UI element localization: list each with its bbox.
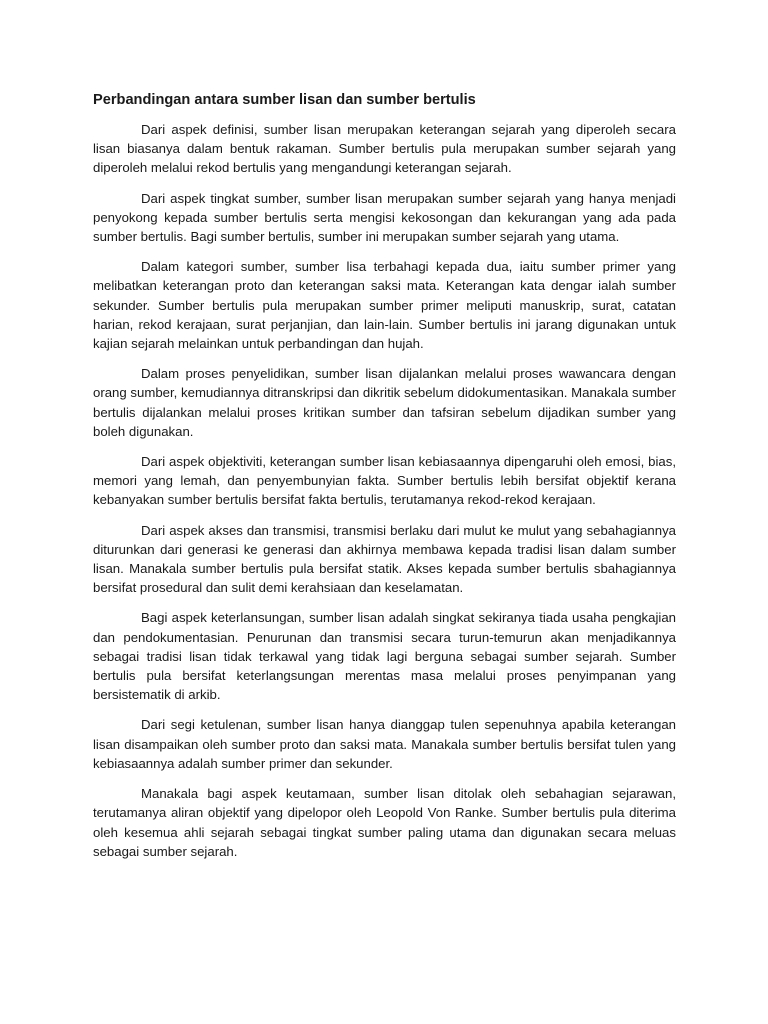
paragraph-ketulenan: Dari segi ketulenan, sumber lisan hanya dianggap tulen sepenuhnya apabila keterangan lisan disampaikan oleh sumber proto dan saksi mata. Manakala sumber bertulis bersifat tulen yang kebiasaannya adalah sumber primer dan sekunder. [93,717,676,771]
paragraph-akses-transmisi: Dari aspek akses dan transmisi, transmisi berlaku dari mulut ke mulut yang sebahagiannya diturunkan dari generasi ke generasi dan akhirnya membawa kepada tradisi lisan dalam sumber lisan. Manakala sumber bertulis pula bersifat statik. Akses kepada sumber bertulis sbahagiannya bersifat prosedural dan sulit demi kerahsiaan dan keselamatan. [93,522,676,596]
paragraph-keutamaan: Manakala bagi aspek keutamaan, sumber lisan ditolak oleh sebahagian sejarawan, terutamanya aliran objektif yang dipelopor oleh Leopold Von Ranke. Sumber bertulis pula diterima oleh kesemua ahli sejarah sebagai tingkat sumber paling utama dan digunakan secara meluas sebagai sumber sejarah. [93,786,676,859]
document-title: Perbandingan antara sumber lisan dan sumber bertulis [93,92,476,108]
paragraph-proses-penyelidikan: Dalam proses penyelidikan, sumber lisan dijalankan melalui proses wawancara dengan orang sumber, kemudiannya ditranskripsi dan dikritik sebelum didokumentasikan. Manakala sumber bertulis dijalankan melalui proses kritikan sumber dan tafsiran sebelum dijadikan sumber yang boleh digunakan. [93,366,676,439]
paragraph-tingkat-sumber: Dari aspek tingkat sumber, sumber lisan merupakan sumber sejarah yang hanya menjadi penyokong kepada sumber bertulis serta mengisi kekosongan dan kekurangan yang ada pada sumber bertulis. Bagi sumber bertulis, sumber ini merupakan sumber sejarah yang utama. [93,190,676,245]
paragraph-kategori-sumber: Dalam kategori sumber, sumber lisa terbahagi kepada dua, iaitu sumber primer yang melibatkan keterangan proto dan keterangan saksi mata. Keterangan kata dengar ialah sumber sekunder. Sumber bertulis pula merupakan sumber primer meliputi manuskrip, surat, catatan harian, rekod kerajaan, surat perjanjian, dan lain-lain. Sumber bertulis ini jarang digunakan untuk kajian sejarah melainkan untuk perbandingan dan hujah. [93,259,676,352]
document-page [93,90,676,872]
paragraph-objektiviti: Dari aspek objektiviti, keterangan sumber lisan kebiasaannya dipengaruhi oleh emosi, bias, memori yang lemah, dan penyembunyian fakta. Sumber bertulis lebih bersifat objektif kerana kebanyakan sumber bertulis bersifat fakta bertulis, terutamanya rekod-rekod kerajaan. [93,454,676,508]
paragraph-definisi: Dari aspek definisi, sumber lisan merupakan keterangan sejarah yang diperoleh secara lisan biasanya dalam bentuk rakaman. Sumber bertulis pula merupakan sumber sejarah yang diperoleh melalui rekod bertulis yang mengandungi keterangan sejarah. [93,122,676,176]
paragraph-keterlansungan: Bagi aspek keterlansungan, sumber lisan adalah singkat sekiranya tiada usaha pengkajian dan pendokumentasian. Penurunan dan transmisi secara turun-temurun akan menjadikannya sebagai tradisi lisan tidak terkawal yang tidak lagi berguna sebagai sumber sejarah. Sumber bertulis pula bersifat keterlangsungan merentas masa melalui proses penyimpanan yang bersistematik di arkib. [93,610,676,703]
